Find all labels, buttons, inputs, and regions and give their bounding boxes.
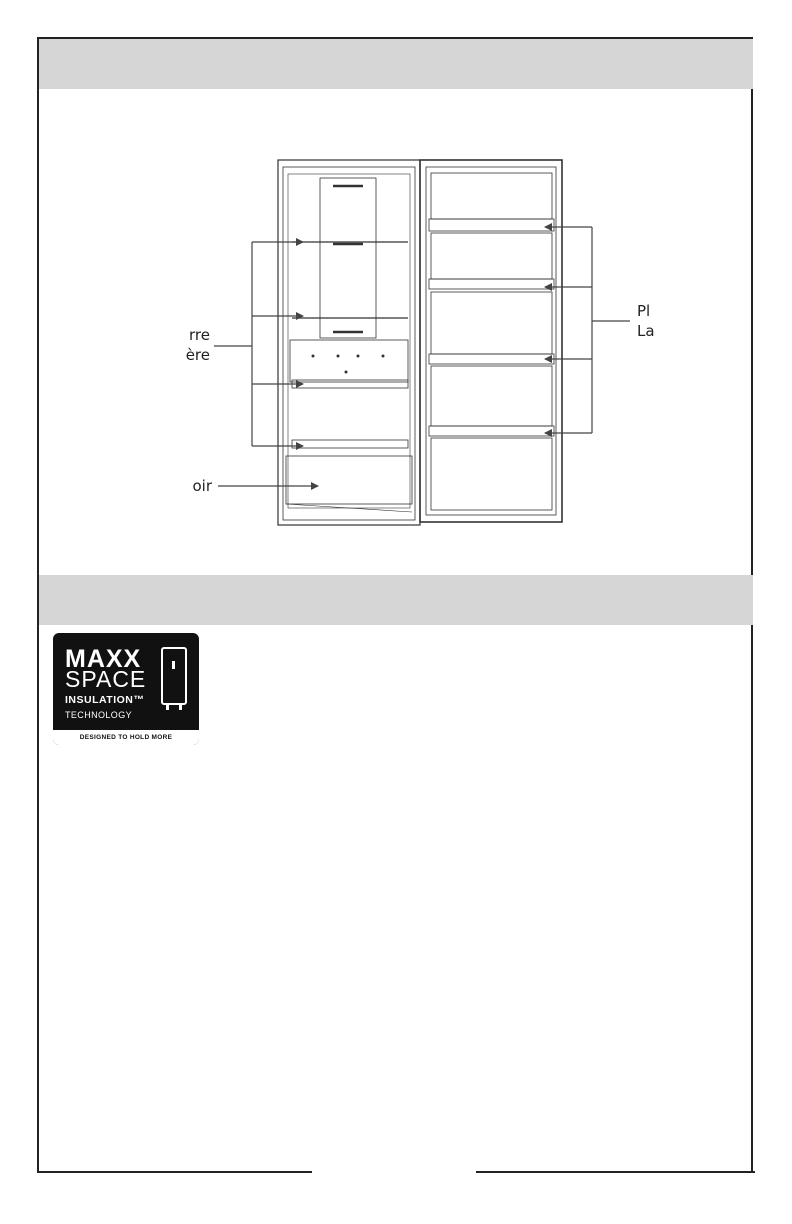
door-bin: [431, 438, 552, 510]
door-bin: [431, 292, 552, 354]
logo-line-space: SPACE: [65, 666, 147, 692]
door-bin: [431, 233, 552, 279]
door-bin: [431, 173, 552, 219]
logo-line-maxx: MAXX: [65, 645, 142, 673]
maxx-space-logo: [53, 633, 199, 745]
cabinet-outline: [278, 160, 420, 525]
door-shelf: [429, 279, 554, 289]
shelf: [292, 440, 408, 448]
callout-label-shelves-line2: ère: [185, 346, 210, 364]
callout-label-door-shelves: [637, 301, 655, 341]
door-shelf: [429, 219, 554, 231]
cabinet-liner: [288, 174, 410, 508]
door-bin: [431, 366, 552, 426]
shelf: [292, 380, 408, 388]
door-outline: [420, 160, 562, 522]
callout-label-shelves-line1: rre: [189, 326, 210, 344]
bottom-drawer: [286, 456, 412, 504]
air-duct: [320, 178, 376, 338]
fridge-icon: [161, 647, 187, 705]
cabinet-inner-outline: [283, 167, 415, 520]
evaporator-panel: [290, 340, 408, 382]
logo-line-technology: TECHNOLOGY: [65, 710, 133, 720]
callout-label-drawer: oir: [192, 477, 212, 495]
callout-label-door-line1: Pl: [637, 302, 651, 320]
logo-line-insulation: INSULATION™: [65, 694, 145, 706]
door-shelf: [429, 354, 554, 364]
door-shelf: [429, 426, 554, 436]
logo-tagline: DESIGNED TO HOLD MORE: [53, 730, 199, 745]
callout-label-door-line2: La: [637, 322, 655, 340]
callout-label-shelves: [140, 325, 210, 365]
